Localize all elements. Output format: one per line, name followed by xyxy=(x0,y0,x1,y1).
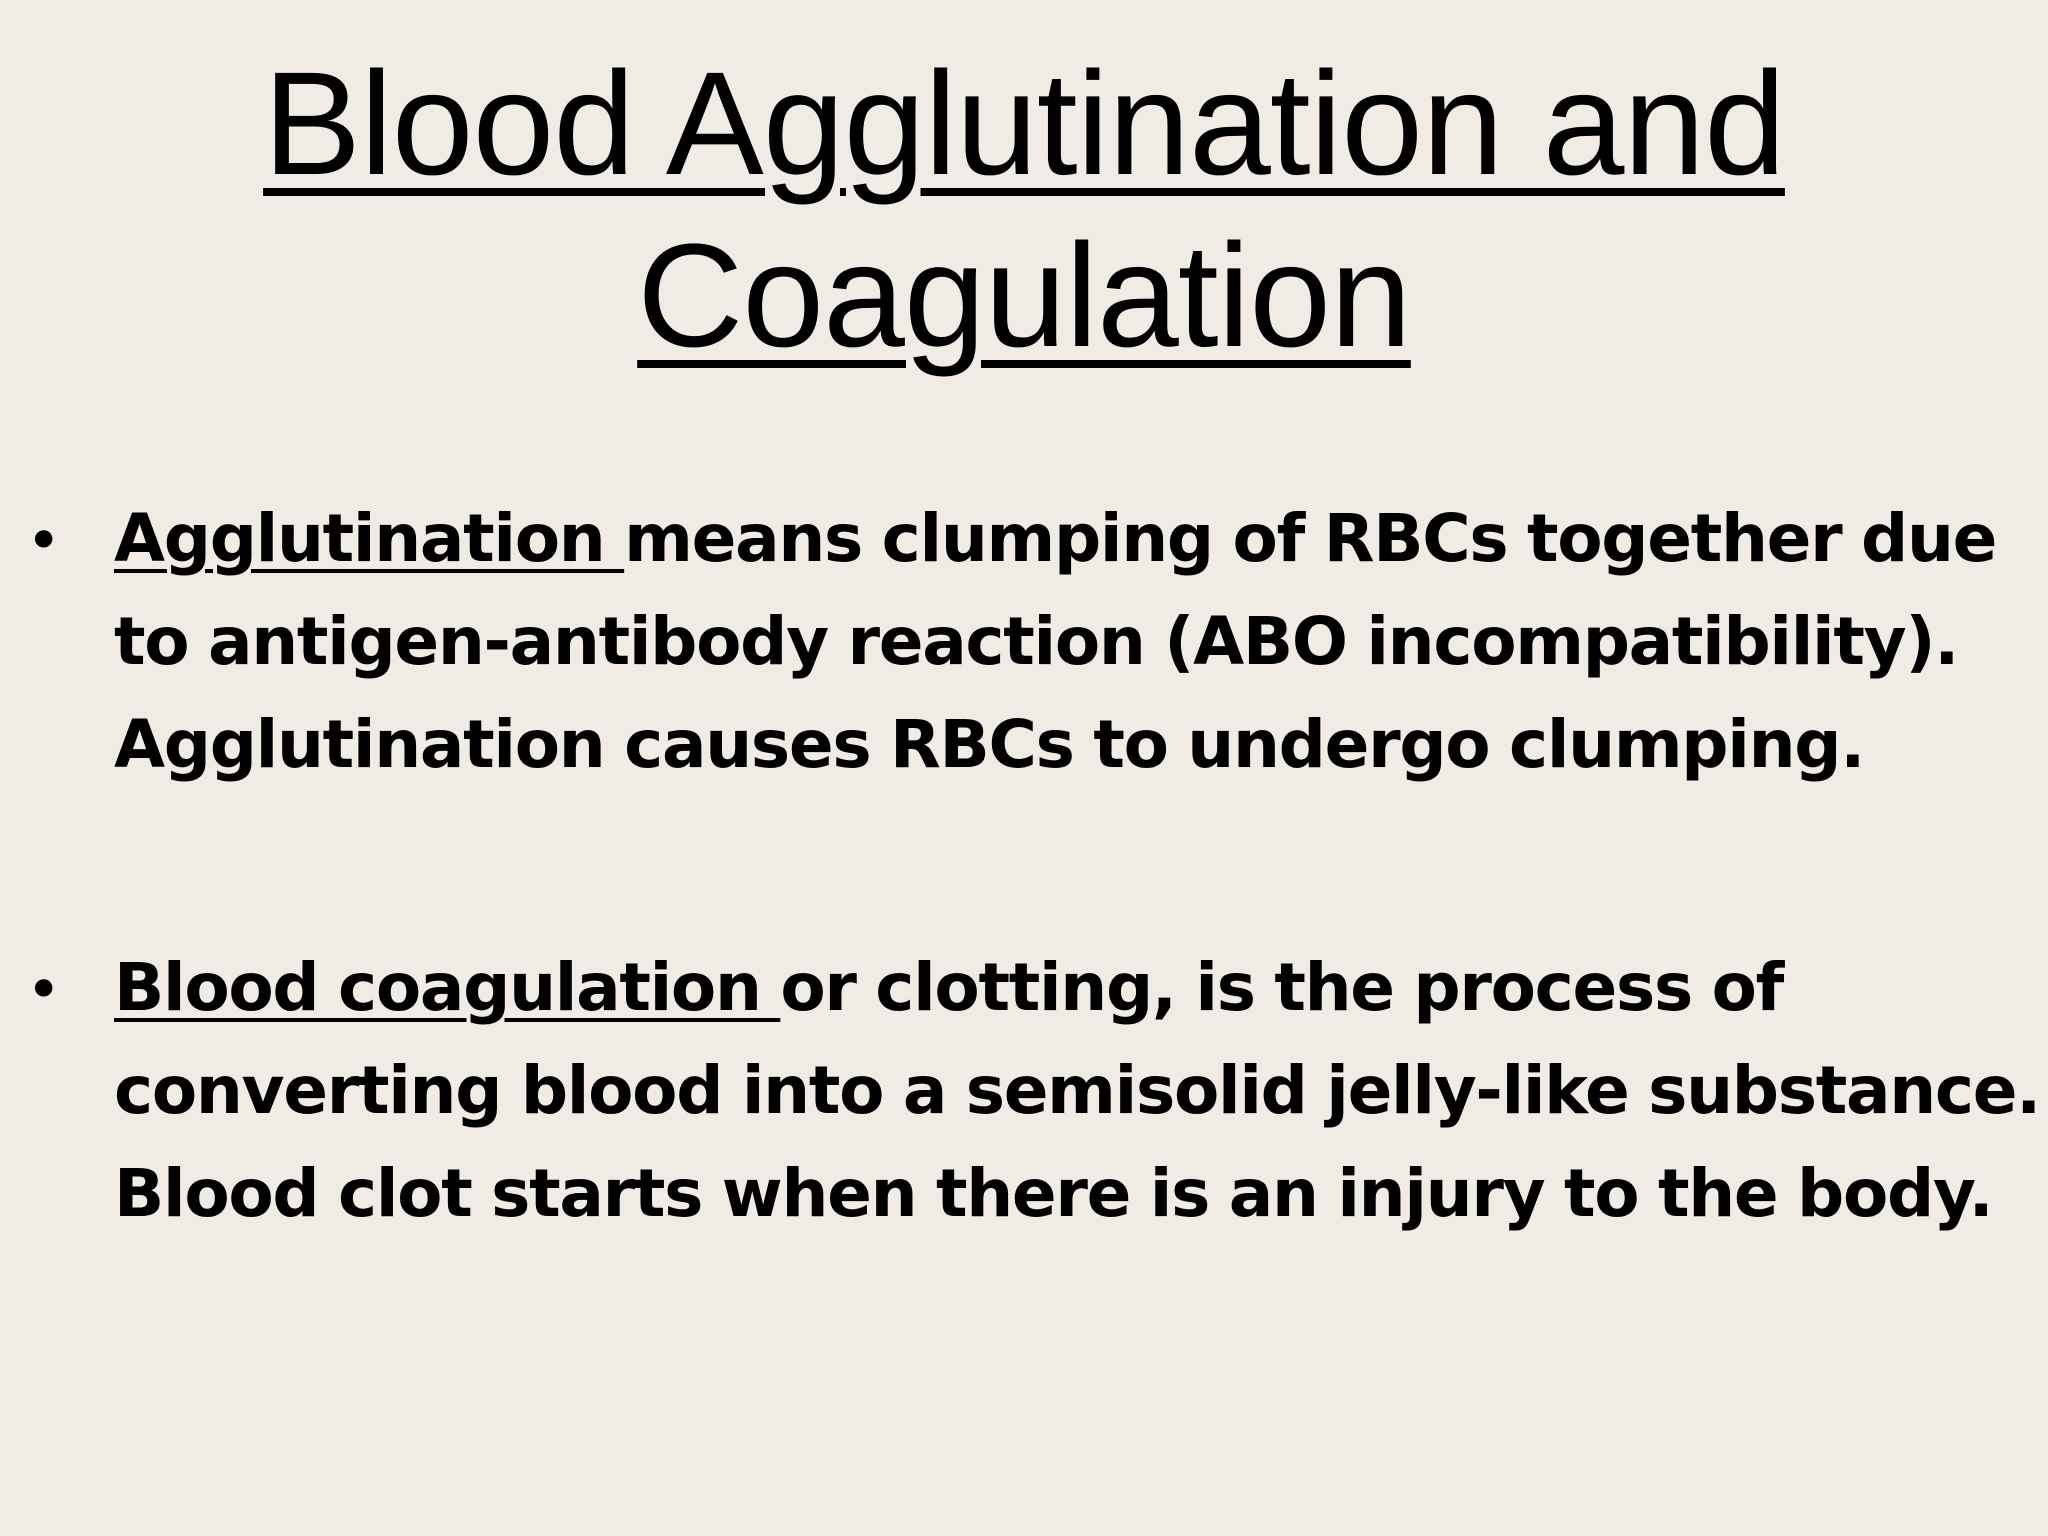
bullet-line-3: Agglutination causes RBCs to undergo clumping. xyxy=(114,706,1864,783)
term-blood-coagulation: Blood coagulation xyxy=(114,949,781,1026)
definition-text: means clumping of RBCs together due xyxy=(624,500,1997,577)
term-agglutination: Agglutination xyxy=(114,500,625,577)
bullet-text xyxy=(114,487,2034,796)
definition-text: or clotting, is the process of xyxy=(780,949,1784,1026)
bullet-dot-icon: • xyxy=(26,955,62,1025)
slide-title xyxy=(0,38,2048,382)
bullet-line-2: to antigen-antibody reaction (ABO incompatibility). xyxy=(114,603,1958,680)
bullet-line-1 xyxy=(114,487,2034,590)
bullet-line-2: converting blood into a semisolid jelly-like substance. xyxy=(114,1052,2040,1129)
bullet-line-1 xyxy=(114,936,2034,1039)
title-line-1: Blood Agglutination and xyxy=(263,42,1785,206)
bullet-line-3: Blood clot starts when there is an injury to the body. xyxy=(114,1155,1993,1232)
title-line-2: Coagulation xyxy=(637,214,1411,378)
bullet-text xyxy=(114,936,2040,1245)
bullet-dot-icon: • xyxy=(26,506,62,576)
